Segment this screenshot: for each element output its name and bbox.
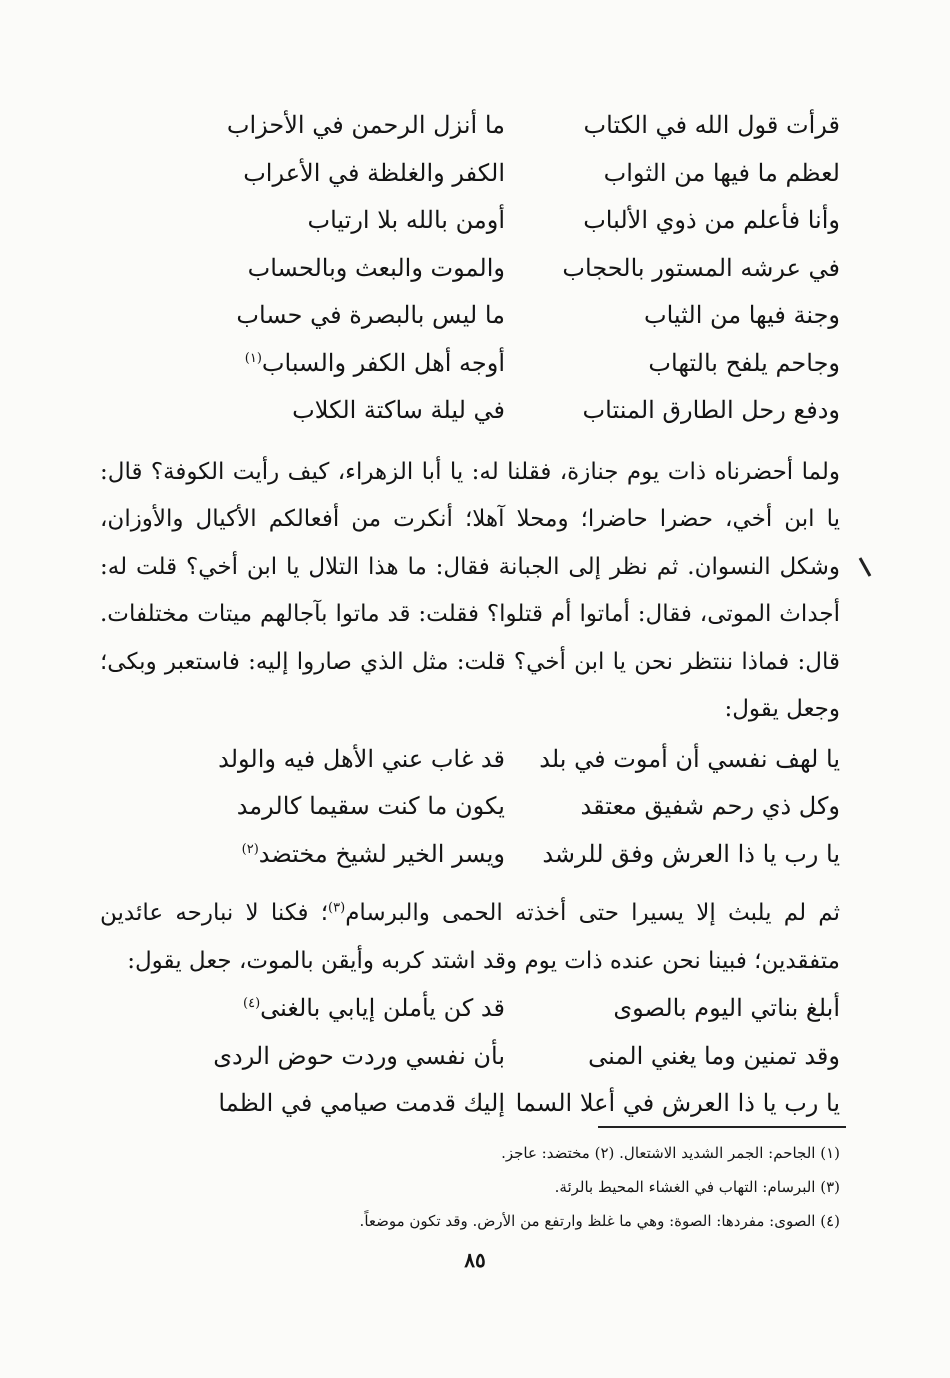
- hemistich-first: ودفع رحل الطارق المنتاب: [582, 396, 840, 425]
- main-text: [100, 100, 840, 1128]
- verse: [100, 783, 840, 831]
- verse: [100, 150, 840, 198]
- prose-text: ؛ فكنا لا نبارحه عائدين متفقدين؛ فبينا نحن عنده ذات يوم وقد اشتد كربه وأيقن بالموت، جعل يقول:: [100, 900, 840, 974]
- hemistich-second: في ليلة ساكتة الكلاب: [292, 396, 505, 425]
- hemistich-second: [100, 994, 505, 1023]
- hemistich-text: أوجه أهل الكفر والسباب: [261, 348, 505, 377]
- hemistich-text: ويسر الخير لشيخ مختضد: [258, 839, 505, 868]
- hemistich-first: يا رب يا ذا العرش في أعلا السما: [515, 1089, 840, 1118]
- verse: [100, 245, 840, 293]
- hemistich-second: [100, 840, 505, 869]
- hemistich-second: ما ليس بالبصرة في حساب: [236, 301, 505, 330]
- hemistich-first: وجاحم يلفح بالتهاب: [648, 348, 840, 377]
- verse: [100, 197, 840, 245]
- footnote-ref: (٤): [243, 996, 261, 1012]
- verse: [100, 736, 840, 784]
- footnote-separator: [598, 1126, 846, 1128]
- hemistich-text: قد كن يأملن إيابي بالغنى: [260, 994, 505, 1023]
- poem-block-3: [100, 985, 840, 1128]
- hemistich-first: لعظم ما فيها من الثواب: [603, 158, 840, 187]
- prose-paragraph-2: [100, 890, 840, 985]
- verse: [100, 340, 840, 388]
- hemistich-second: ما أنزل الرحمن في الأحزاب: [226, 111, 505, 140]
- verse: [100, 1080, 840, 1128]
- verse: [100, 831, 840, 879]
- hemistich-first: يا رب يا ذا العرش وفق للرشد: [542, 839, 840, 868]
- verse: [100, 387, 840, 435]
- hemistich-second: بأن نفسي وردت حوض الردى: [213, 1041, 505, 1070]
- hemistich-second: [100, 349, 505, 378]
- verse: [100, 1033, 840, 1081]
- hemistich-first: وأنا فأعلم من ذوي الألباب: [583, 206, 840, 235]
- hemistich-first: وكل ذي رحم شفيق معتقد: [580, 792, 840, 821]
- hemistich-first: أبلغ بناتي اليوم بالصوى: [613, 994, 840, 1023]
- footnote: (٣) البرسام: التهاب في الغشاء المحيط بالرئة.: [554, 1178, 840, 1196]
- hemistich-second: الكفر والغلظة في الأعراب: [243, 158, 505, 187]
- footnote-ref: (٢): [241, 841, 259, 857]
- poem-block-2: [100, 736, 840, 879]
- hemistich-first: وقد تمنين وما يغني المنى: [588, 1041, 840, 1070]
- hemistich-second: إليك قدمت صيامي في الظما: [218, 1089, 505, 1118]
- prose-paragraph-1: ولما أحضرناه ذات يوم جنازة، فقلنا له: يا أبا الزهراء، كيف رأيت الكوفة؟ قال: يا ابن أخي، حضرا حاضرا؛ ومحلا آهلا؛ أنكرت من أفعالكم الأكيال والأوزان، وشكل النسوان. ثم نظر إلى الجبانة فقال: ما هذا التلال يا ابن أخي؟ قلت له: أجداث الموتى، فقال: أماتوا أم قتلوا؟ فقلت: قد ماتوا بآجالهم ميتات مختلفات. قال: فماذا ننتظر نحن يا ابن أخي؟ قلت: مثل الذي صاروا إليه: فاستعبر وبكى؛ وجعل يقول:: [100, 458, 840, 722]
- hemistich-first: في عرشه المستور بالحجاب: [562, 253, 840, 282]
- hemistich-second: قد غاب عني الأهل فيه والولد: [218, 744, 505, 773]
- footnote-ref: (٣): [328, 900, 346, 916]
- hemistich-first: وجنة فيها من الثياب: [643, 301, 840, 330]
- footnotes: [100, 1136, 840, 1238]
- page-number: ٨٥: [464, 1248, 486, 1272]
- footnote: (٤) الصوى: مفردها: الصوة: وهي ما غلظ وارتفع من الأرض. وقد تكون موضعاً.: [359, 1212, 840, 1230]
- hemistich-first: يا لهف نفسي أن أموت في بلد: [539, 744, 840, 773]
- verse: [100, 102, 840, 150]
- hemistich-second: يكون ما كنت سقيما كالرمد: [236, 792, 505, 821]
- poem-block-1: [100, 102, 840, 435]
- prose-text: ثم لم يلبث إلا يسيرا حتى أخذته الحمى والبرسام: [345, 900, 841, 926]
- verse: [100, 292, 840, 340]
- pen-mark-icon: [858, 556, 872, 584]
- hemistich-second: أومن بالله بلا ارتياب: [307, 206, 505, 235]
- footnote-ref: (١): [244, 350, 262, 366]
- hemistich-second: والموت والبعث وبالحساب: [247, 253, 505, 282]
- hemistich-first: قرأت قول الله في الكتاب: [583, 111, 840, 140]
- verse: [100, 985, 840, 1033]
- footnote: (١) الجاحم: الجمر الشديد الاشتعال. (٢) مختضد: عاجز.: [501, 1144, 840, 1162]
